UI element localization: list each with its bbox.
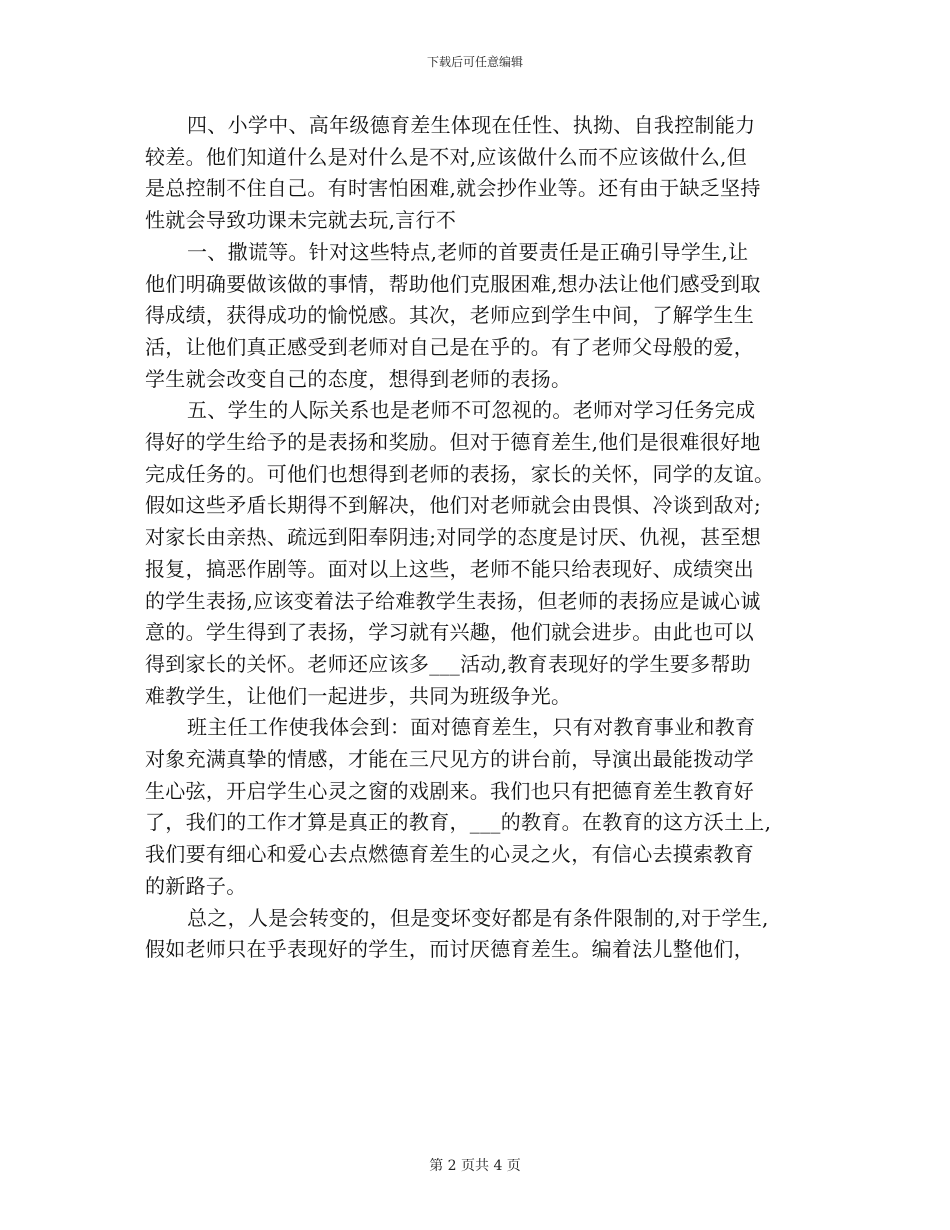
page-number: 第 2 页共 4 页 bbox=[429, 1158, 521, 1174]
text-line: 性就会导致功课未完就去玩,言行不 bbox=[145, 208, 457, 233]
text-line: 完成任务的。可他们也想得到老师的表扬，家长的关怀，同学的友谊。 bbox=[145, 461, 775, 486]
text-line: 得好的学生给予的是表扬和奖励。但对于德育差生,他们是很难很好地 bbox=[145, 430, 761, 455]
text-line: 我们要有细心和爱心去点燃德育差生的心灵之火，有信心去摸索教育 bbox=[145, 842, 754, 867]
text-line: 难教学生，让他们一起进步，共同为班级争光。 bbox=[145, 683, 572, 708]
text-line: 是总控制不住自己。有时害怕困难,就会抄作业等。还有由于缺乏坚持 bbox=[145, 176, 761, 201]
paragraph-4 bbox=[145, 712, 825, 902]
text-line: 对象充满真挚的情感，才能在三尺见方的讲台前，导演出最能拨动学 bbox=[145, 747, 754, 772]
page-header: 下载后可任意编辑 bbox=[426, 55, 523, 69]
paragraph-5 bbox=[145, 903, 825, 966]
text-line: 五、学生的人际关系也是老师不可忽视的。老师对学习任务完成 bbox=[187, 398, 756, 423]
text-line: 假如老师只在乎表现好的学生，而讨厌德育差生。编着法儿整他们， bbox=[145, 937, 754, 962]
text-line: 的学生表扬,应该变着法子给难教学生表扬，但老师的表扬应是诚心诚 bbox=[145, 588, 761, 613]
text-line: 的新路子。 bbox=[145, 873, 247, 898]
text-line: 他们明确要做该做的事情，帮助他们克服困难,想办法让他们感受到取 bbox=[145, 271, 761, 296]
paragraph-2 bbox=[145, 237, 825, 396]
text-line: 班主任工作使我体会到：面对德育差生，只有对教育事业和教育 bbox=[187, 715, 756, 740]
text-line: 一、撒谎等。针对这些特点,老师的首要责任是正确引导学生,让 bbox=[187, 239, 749, 264]
text-line: 较差。他们知道什么是对什么是不对,应该做什么而不应该做什么,但 bbox=[145, 144, 748, 169]
text-line: 四、小学中、高年级德育差生体现在任性、执拗、自我控制能力 bbox=[187, 113, 756, 137]
document-body bbox=[145, 110, 825, 966]
text-line: 总之，人是会转变的，但是变坏变好都是有条件限制的,对于学生, bbox=[187, 905, 769, 930]
paragraph-3 bbox=[145, 395, 825, 712]
text-line: 假如这些矛盾长期得不到解决，他们对老师就会由畏惧、冷谈到敌对; bbox=[145, 493, 762, 518]
text-line: 得到家长的关怀。老师还应该多___活动,教育表现好的学生要多帮助 bbox=[145, 651, 751, 676]
text-line: 了，我们的工作才算是真正的教育，___的教育。在教育的这方沃土上, bbox=[145, 810, 772, 835]
text-line: 活，让他们真正感受到老师对自己是在乎的。有了老师父母般的爱， bbox=[145, 334, 754, 359]
text-line: 对家长由亲热、疏远到阳奉阴违;对同学的态度是讨厌、仇视，甚至想 bbox=[145, 525, 762, 550]
text-line: 得成绩，获得成功的愉悦感。其次，老师应到学生中间，了解学生生 bbox=[145, 303, 754, 328]
text-line: 报复，搞恶作剧等。面对以上这些，老师不能只给表现好、成绩突出 bbox=[145, 556, 754, 581]
text-line: 生心弦，开启学生心灵之窗的戏剧来。我们也只有把德育差生教育好 bbox=[145, 778, 754, 803]
paragraph-1 bbox=[145, 110, 825, 237]
text-line: 意的。学生得到了表扬，学习就有兴趣，他们就会进步。由此也可以 bbox=[145, 620, 754, 645]
text-line: 学生就会改变自己的态度，想得到老师的表扬。 bbox=[145, 366, 572, 391]
